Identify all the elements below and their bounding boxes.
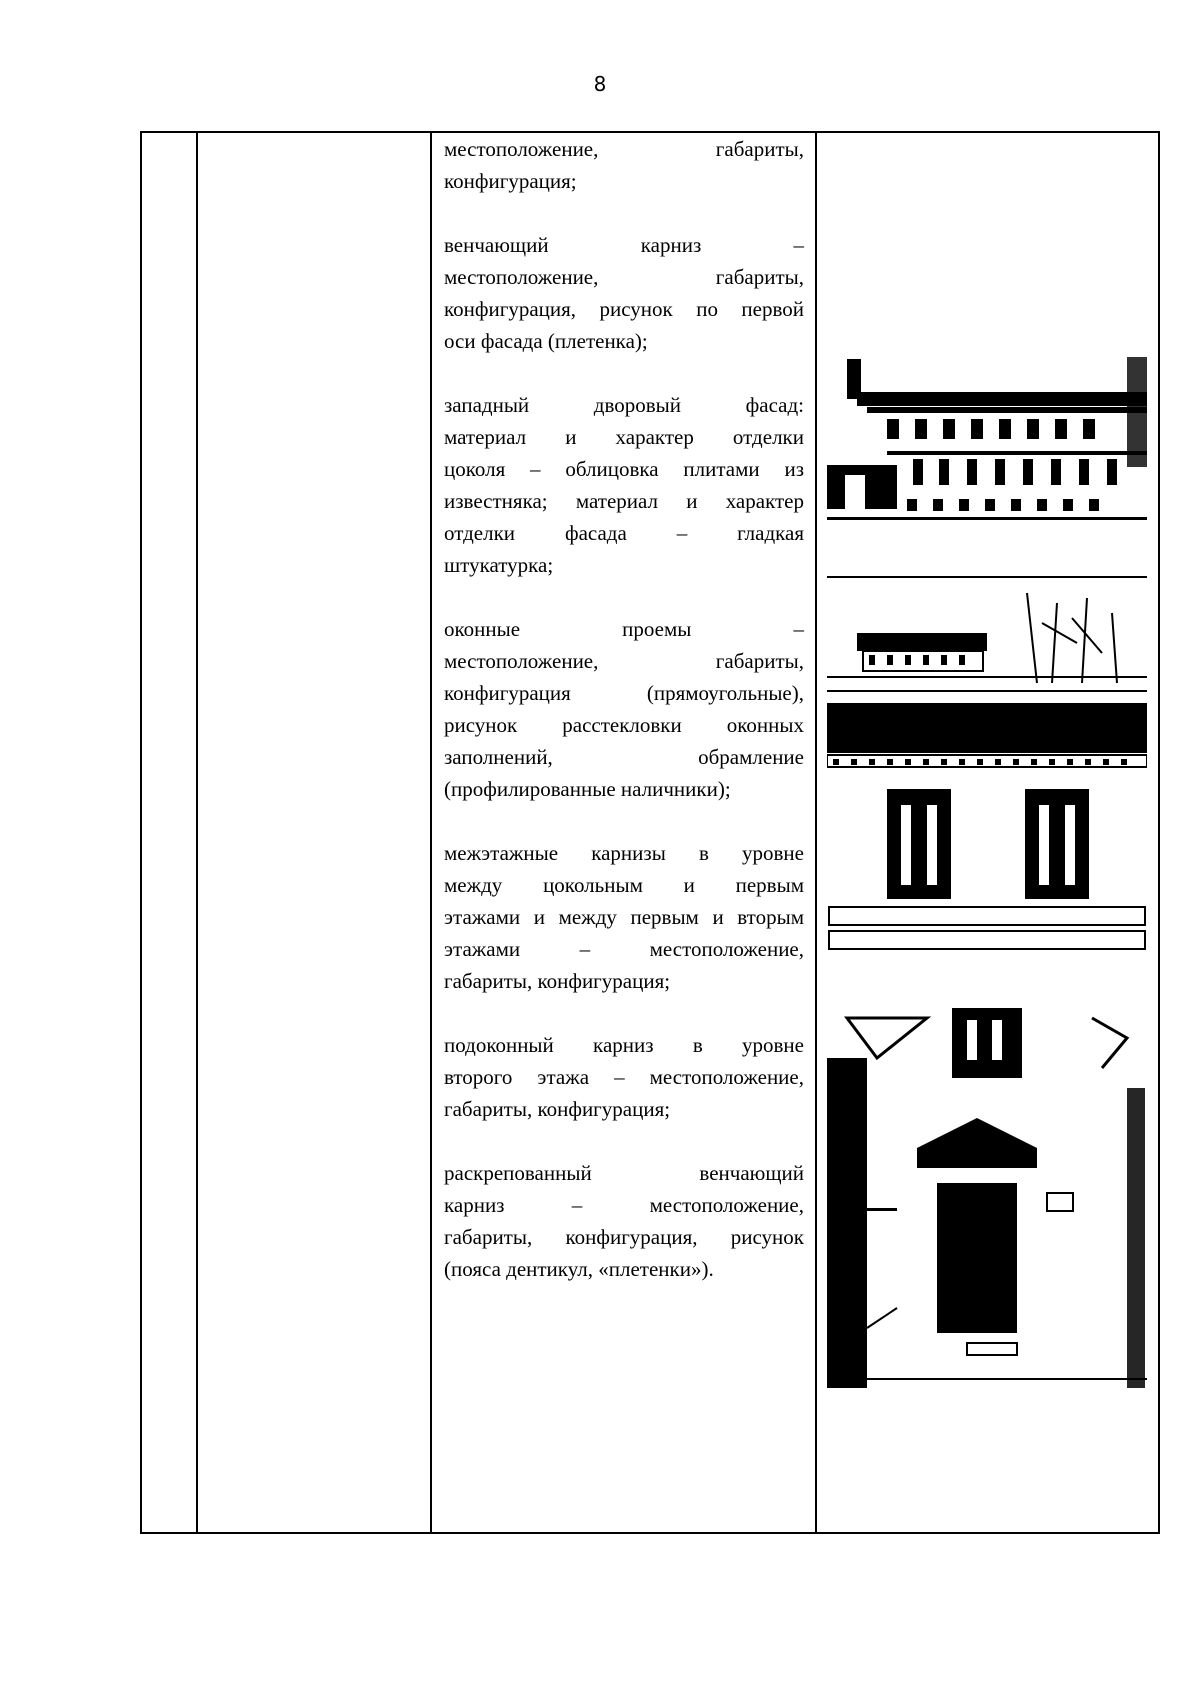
text-line: местоположение, габариты, xyxy=(444,137,804,161)
text-line: карниз – местоположение, xyxy=(444,1193,804,1217)
text-line: раскрепованный венчающий xyxy=(444,1161,804,1185)
text-line: материал и характер отделки xyxy=(444,425,804,449)
photo-courtyard-facade xyxy=(827,357,1147,539)
text-line: габариты, конфигурация; xyxy=(444,969,671,993)
text-line: цоколя – облицовка плитами из xyxy=(444,457,804,481)
text-line: этажами и между первым и вторым xyxy=(444,905,804,929)
text-line: местоположение, габариты, xyxy=(444,265,804,289)
text-line: габариты, конфигурация; xyxy=(444,1097,671,1121)
text-line: известняка; материал и характер xyxy=(444,489,804,513)
text-line: венчающий карниз – xyxy=(444,233,804,257)
table-divider xyxy=(196,133,198,1532)
description-paragraph xyxy=(444,1157,804,1285)
page-number: 8 xyxy=(593,72,607,96)
text-line: (пояса дентикул, «плетенки»). xyxy=(444,1257,714,1281)
photo-cornice-windows xyxy=(827,573,1147,953)
text-line: конфигурация, рисунок по первой xyxy=(444,297,804,321)
text-line: (профилированные наличники); xyxy=(444,777,731,801)
photo-entrance-portal xyxy=(827,1008,1147,1400)
text-line: оси фасада (плетенка); xyxy=(444,329,648,353)
table-divider xyxy=(430,133,432,1532)
text-line: западный дворовый фасад: xyxy=(444,393,804,417)
text-line: штукатурка; xyxy=(444,553,554,577)
text-line: отделки фасада – гладкая xyxy=(444,521,804,545)
text-line: местоположение, габариты, xyxy=(444,649,804,673)
description-paragraph xyxy=(444,1029,804,1125)
text-line: заполнений, обрамление xyxy=(444,745,804,769)
text-line: между цокольным и первым xyxy=(444,873,804,897)
text-line: подоконный карниз в уровне xyxy=(444,1033,804,1057)
description-paragraph xyxy=(444,133,804,197)
description-paragraph xyxy=(444,389,804,581)
text-line: конфигурация; xyxy=(444,169,577,193)
text-line: габариты, конфигурация, рисунок xyxy=(444,1225,804,1249)
description-paragraph xyxy=(444,613,804,805)
description-paragraph xyxy=(444,229,804,357)
text-line: рисунок расстекловки оконных xyxy=(444,713,804,737)
text-line: оконные проемы – xyxy=(444,617,804,641)
text-line: конфигурация (прямоугольные), xyxy=(444,681,804,705)
document-table xyxy=(140,131,1160,1534)
text-line: межэтажные карнизы в уровне xyxy=(444,841,804,865)
description-column xyxy=(444,133,816,1317)
text-line: второго этажа – местоположение, xyxy=(444,1065,804,1089)
text-line: этажами – местоположение, xyxy=(444,937,804,961)
description-paragraph xyxy=(444,837,804,997)
